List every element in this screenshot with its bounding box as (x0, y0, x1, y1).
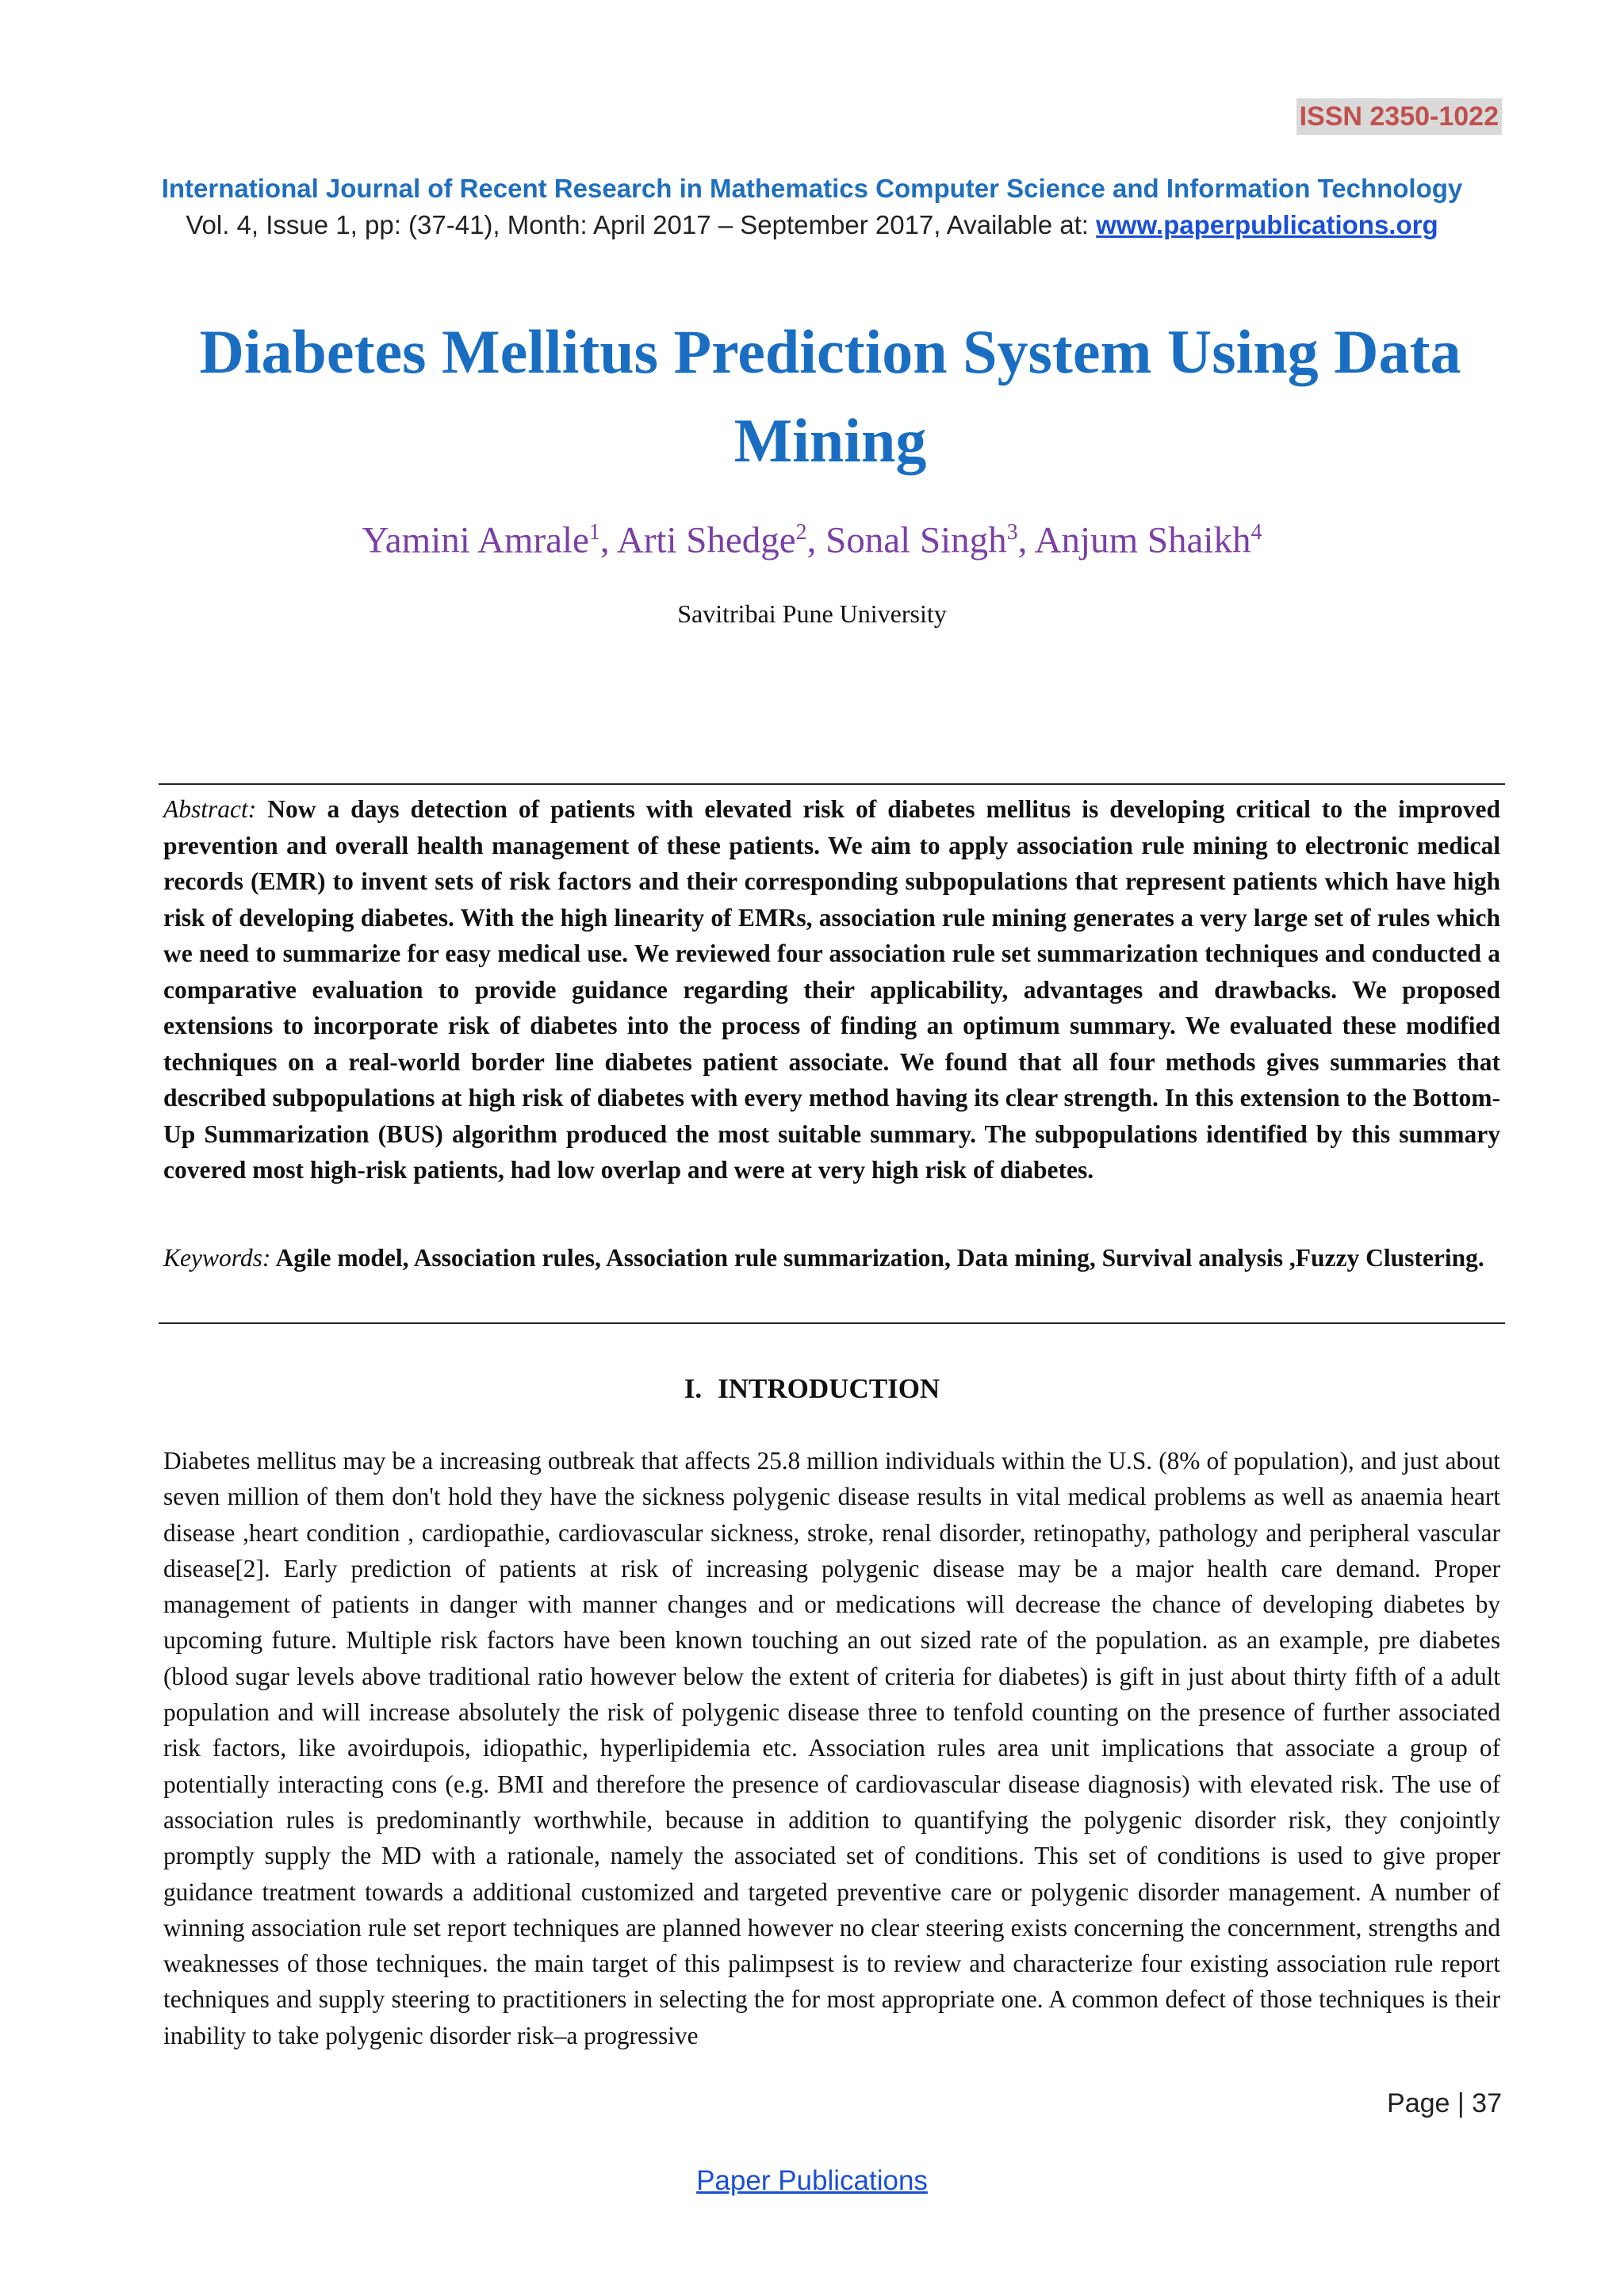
section-number: I. (684, 1373, 703, 1404)
author-name: Sonal Singh (825, 519, 1007, 561)
author-list (0, 507, 1624, 566)
journal-info-text: Vol. 4, Issue 1, pp: (37-41), Month: April 2017 – September 2017, Available at: (186, 210, 1097, 239)
section-heading (0, 1370, 1624, 1408)
keywords-label: Keywords: (163, 1244, 271, 1272)
page-number: Page | 37 (1387, 2088, 1502, 2118)
abstract-label: Abstract: (163, 795, 257, 823)
author-name: Yamini Amrale (362, 519, 589, 561)
author-separator: , (599, 519, 617, 561)
journal-info-line (0, 208, 1624, 243)
paper-title: Diabetes Mellitus Prediction System Using Data Mining (199, 317, 1461, 475)
author-affiliation-marker: 2 (795, 520, 807, 545)
section-title: INTRODUCTION (718, 1373, 940, 1404)
journal-website-link[interactable]: www.paperpublications.org (1096, 210, 1438, 239)
author-affiliation-marker: 4 (1251, 520, 1262, 545)
journal-title: International Journal of Recent Research in Mathematics Computer Science and Information Technology (161, 174, 1463, 203)
abstract-paragraph (163, 791, 1500, 1188)
author-affiliation-marker: 3 (1006, 520, 1018, 545)
publisher-link[interactable]: Paper Publications (696, 2165, 928, 2196)
keywords-text: Agile model, Association rules, Association rule summarization, Data mining, Survival analysis ,Fuzzy Clustering. (275, 1244, 1484, 1272)
keywords-paragraph (163, 1240, 1500, 1276)
author-separator: , (806, 519, 826, 561)
introduction-paragraph: Diabetes mellitus may be a increasing outbreak that affects 25.8 million individuals within the U.S. (8% of population), and just about seven million of them don't hold they have the sickness polygenic disease results in vital medical problems as well as anaemia heart disease ,heart condition , cardiopathie, cardiovascular sickness, stroke, renal disorder, retinopathy, pathology and peripheral vascular disease[2]. Early prediction of patients at risk of increasing polygenic disease may be a major health care demand. Proper management of patients in danger with manner changes and or medications will decrease the chance of developing diabetes by upcoming future. Multiple risk factors have been known touching an out sized rate of the population. as an example, pre diabetes (blood sugar levels above traditional ratio however below the extent of criteria for diabetes) is gift in just about thirty fifth of a adult population and will increase absolutely the risk of polygenic disease three to tenfold counting on the presence of further associated risk factors, like avoirdupois, idiopathic, hyperlipidemia etc. Association rules area unit implications that associate a group of potentially interacting cons (e.g. BMI and therefore the presence of cardiovascular disease diagnosis) with elevated risk. The use of association rules is predominantly worthwhile, because in addition to quantifying the polygenic disorder risk, they conjointly promptly supply the MD with a rationale, namely the associated set of conditions. This set of conditions is used to give proper guidance treatment towards a additional customized and targeted preventive care or polygenic disorder management. A number of winning association rule set report techniques are planned however no clear steering exists concerning the concernment, strengths and weaknesses of those techniques. the main target of this palimpsest is to review and characterize four existing association rule report techniques and supply steering to practitioners in selecting the for most appropriate one. A common defect of those techniques is their inability to take polygenic disorder risk–a progressive (163, 1447, 1500, 2049)
affiliation: Savitribai Pune University (677, 599, 947, 628)
footer (0, 2163, 1624, 2199)
issn-badge: ISSN 2350-1022 (1297, 98, 1502, 135)
abstract-top-divider (159, 783, 1505, 785)
author-separator: , (1017, 519, 1035, 561)
author-name: Anjum Shaikh (1034, 519, 1251, 561)
abstract-text: Now a days detection of patients with elevated risk of diabetes mellitus is developing critical to the improved prevention and overall health management of these patients. We aim to apply association rule mining to electronic medical records (EMR) to invent sets of risk factors and their corresponding subpopulations that represent patients which have high risk of developing diabetes. With the high linearity of EMRs, association rule mining generates a very large set of rules which we need to summarize for easy medical use. We reviewed four association rule set summarization techniques and conducted a comparative evaluation to provide guidance regarding their applicability, advantages and drawbacks. We proposed extensions to incorporate risk of diabetes into the process of finding an optimum summary. We evaluated these modified techniques on a real-world border line diabetes patient associate. We found that all four methods gives summaries that described subpopulations at high risk of diabetes with every method having its clear strength. In this extension to the Bottom-Up Summarization (BUS) algorithm produced the most suitable summary. The subpopulations identified by this summary covered most high-risk patients, had low overlap and were at very high risk of diabetes. (163, 795, 1500, 1184)
author-affiliation-marker: 1 (588, 520, 600, 545)
author-name: Arti Shedge (616, 519, 796, 561)
abstract-bottom-divider (159, 1322, 1505, 1324)
